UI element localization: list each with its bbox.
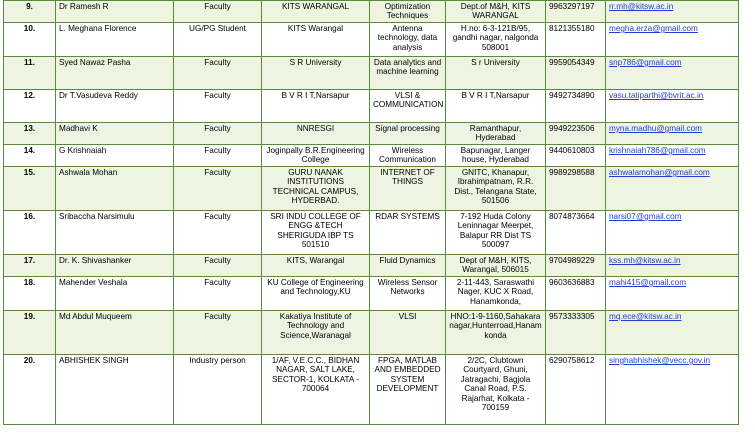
phone-number: 9704989229 — [546, 255, 606, 277]
serial-number: 14. — [4, 145, 56, 167]
participant-name: Ashwala Mohan — [56, 167, 174, 211]
table-row — [4, 90, 739, 123]
phone-number: 8074873664 — [546, 211, 606, 255]
research-area: VLSI — [370, 311, 446, 355]
participant-name: L. Meghana Florence — [56, 23, 174, 57]
participant-category: Faculty — [174, 167, 262, 211]
email-link[interactable]: vasu.tatiparthi@bvrit.ac.in — [609, 91, 704, 100]
table-row — [4, 255, 739, 277]
institution: Kakatiya Institute of Technology and Science,Waranagal — [262, 311, 370, 355]
email-cell — [606, 123, 739, 145]
address: 2-11-443, Saraswathi Nager, KUC X Road, Hanamkonda, — [446, 277, 546, 311]
table-row — [4, 211, 739, 255]
email-cell — [606, 167, 739, 211]
serial-number: 19. — [4, 311, 56, 355]
address: 2/2C, Clubtown Courtyard, Ghuni, Jatragachi, Bagjola Canal Road, P.S. Rajarhat, Kolkata - 700159 — [446, 355, 546, 425]
institution: 1/AF, V.E.C.C., BIDHAN NAGAR, SALT LAKE, SECTOR-1, KOLKATA - 700064 — [262, 355, 370, 425]
institution: KITS Warangal — [262, 23, 370, 57]
participant-name: Sribaccha Narsimulu — [56, 211, 174, 255]
table-row — [4, 277, 739, 311]
phone-number: 9440610803 — [546, 145, 606, 167]
address: HNO:1-9-1160,Sahakaranagar,Hunterroad,Hanamkonda — [446, 311, 546, 355]
institution: KU College of Engineering and Technology,KU — [262, 277, 370, 311]
institution: S R University — [262, 57, 370, 90]
research-area: Data analytics and machine learning — [370, 57, 446, 90]
institution: KITS, Warangal — [262, 255, 370, 277]
participant-category: Faculty — [174, 277, 262, 311]
participant-name: Dr. K. Shivashanker — [56, 255, 174, 277]
email-cell — [606, 355, 739, 425]
participants-table — [3, 0, 739, 425]
email-cell — [606, 311, 739, 355]
research-area: Signal processing — [370, 123, 446, 145]
participant-name: Madhavi K — [56, 123, 174, 145]
email-link[interactable]: kss.mh@kitsw.ac.in — [609, 256, 681, 265]
participant-name: Mahender Veshala — [56, 277, 174, 311]
table-row — [4, 311, 739, 355]
participant-category: Faculty — [174, 211, 262, 255]
research-area: Antenna technology, data analysis — [370, 23, 446, 57]
email-cell — [606, 1, 739, 23]
serial-number: 10. — [4, 23, 56, 57]
email-link[interactable]: singhabhishek@vecc.gov.in — [609, 356, 711, 365]
research-area: Optimization Techniques — [370, 1, 446, 23]
serial-number: 15. — [4, 167, 56, 211]
serial-number: 16. — [4, 211, 56, 255]
institution: NNRESGI — [262, 123, 370, 145]
email-link[interactable]: ashwalamohan@gmail.com — [609, 168, 710, 177]
email-cell — [606, 23, 739, 57]
email-link[interactable]: rr.mh@kitsw.ac.in — [609, 2, 674, 11]
serial-number: 17. — [4, 255, 56, 277]
address: Bapunagar, Langer house, Hyderabad — [446, 145, 546, 167]
address: Dept.of M&H, KITS WARANGAL — [446, 1, 546, 23]
participant-name: G Krishnaiah — [56, 145, 174, 167]
serial-number: 18. — [4, 277, 56, 311]
serial-number: 20. — [4, 355, 56, 425]
email-link[interactable]: mq.ece@kitsw.ac.in — [609, 312, 682, 321]
address: B V R I T,Narsapur — [446, 90, 546, 123]
email-link[interactable]: snp786@gmail.com — [609, 58, 682, 67]
institution: Joginpally B.R.Engineering College — [262, 145, 370, 167]
table-row — [4, 23, 739, 57]
email-cell — [606, 57, 739, 90]
table-row — [4, 57, 739, 90]
institution: B V R I T,Narsapur — [262, 90, 370, 123]
participant-name: Md Abdul Muqueem — [56, 311, 174, 355]
email-link[interactable]: mahi415@gmail.com — [609, 278, 687, 287]
institution: SRI INDU COLLEGE OF ENGG &TECH SHERIGUDA IBP TS 501510 — [262, 211, 370, 255]
phone-number: 8121355180 — [546, 23, 606, 57]
phone-number: 9573333305 — [546, 311, 606, 355]
serial-number: 12. — [4, 90, 56, 123]
address: Ramanthapur, Hyderabad — [446, 123, 546, 145]
research-area: INTERNET OF THINGS — [370, 167, 446, 211]
phone-number: 9959054349 — [546, 57, 606, 90]
participant-category: Faculty — [174, 90, 262, 123]
phone-number: 6290758612 — [546, 355, 606, 425]
table-row — [4, 167, 739, 211]
serial-number: 13. — [4, 123, 56, 145]
address: 7-192 Huda Colony Leninnagar Meerpet, Balapur RR Dist TS 500097 — [446, 211, 546, 255]
table-row — [4, 1, 739, 23]
table-row — [4, 123, 739, 145]
participant-category: Faculty — [174, 255, 262, 277]
participant-name: Dr Ramesh R — [56, 1, 174, 23]
participant-category: Faculty — [174, 123, 262, 145]
research-area: RDAR SYSTEMS — [370, 211, 446, 255]
participant-name: Syed Nawaz Pasha — [56, 57, 174, 90]
email-cell — [606, 277, 739, 311]
research-area: FPGA, MATLAB AND EMBEDDED SYSTEM DEVELOPMENT — [370, 355, 446, 425]
phone-number: 9989298588 — [546, 167, 606, 211]
email-cell — [606, 145, 739, 167]
email-link[interactable]: myna.madhu@gmail.com — [609, 124, 702, 133]
institution: KITS WARANGAL — [262, 1, 370, 23]
participant-category: UG/PG Student — [174, 23, 262, 57]
participant-category: Faculty — [174, 311, 262, 355]
institution: GURU NANAK INSTITUTIONS TECHNICAL CAMPUS, HYDERBAD. — [262, 167, 370, 211]
participant-category: Industry person — [174, 355, 262, 425]
participant-name: ABHISHEK SINGH — [56, 355, 174, 425]
address: GNITC, Khanapur, Ibrahimpatnam, R.R. Dist., Telangana State, 501506 — [446, 167, 546, 211]
research-area: Fluid Dynamics — [370, 255, 446, 277]
email-link[interactable]: narsi07@gmail.com — [609, 212, 682, 221]
phone-number: 9949223506 — [546, 123, 606, 145]
participant-category: Faculty — [174, 145, 262, 167]
email-cell — [606, 90, 739, 123]
research-area: VLSI & COMMUNICATION — [370, 90, 446, 123]
research-area: Wireless Communication — [370, 145, 446, 167]
phone-number: 9963297197 — [546, 1, 606, 23]
serial-number: 11. — [4, 57, 56, 90]
participant-category: Faculty — [174, 1, 262, 23]
research-area: Wireless Sensor Networks — [370, 277, 446, 311]
participant-category: Faculty — [174, 57, 262, 90]
phone-number: 9603636883 — [546, 277, 606, 311]
address: S r University — [446, 57, 546, 90]
email-link[interactable]: megha.erza@gmail.com — [609, 24, 698, 33]
address: Dept of M&H, KITS, Warangal, 506015 — [446, 255, 546, 277]
table-row — [4, 355, 739, 425]
email-cell — [606, 255, 739, 277]
phone-number: 9492734890 — [546, 90, 606, 123]
email-cell — [606, 211, 739, 255]
table-row — [4, 145, 739, 167]
address: H.no: 6-3-121B/95, gandhi nagar, nalgonda 508001 — [446, 23, 546, 57]
participant-name: Dr T.Vasudeva Reddy — [56, 90, 174, 123]
email-link[interactable]: krishnaiah786@gmail.com — [609, 146, 706, 155]
serial-number: 9. — [4, 1, 56, 23]
